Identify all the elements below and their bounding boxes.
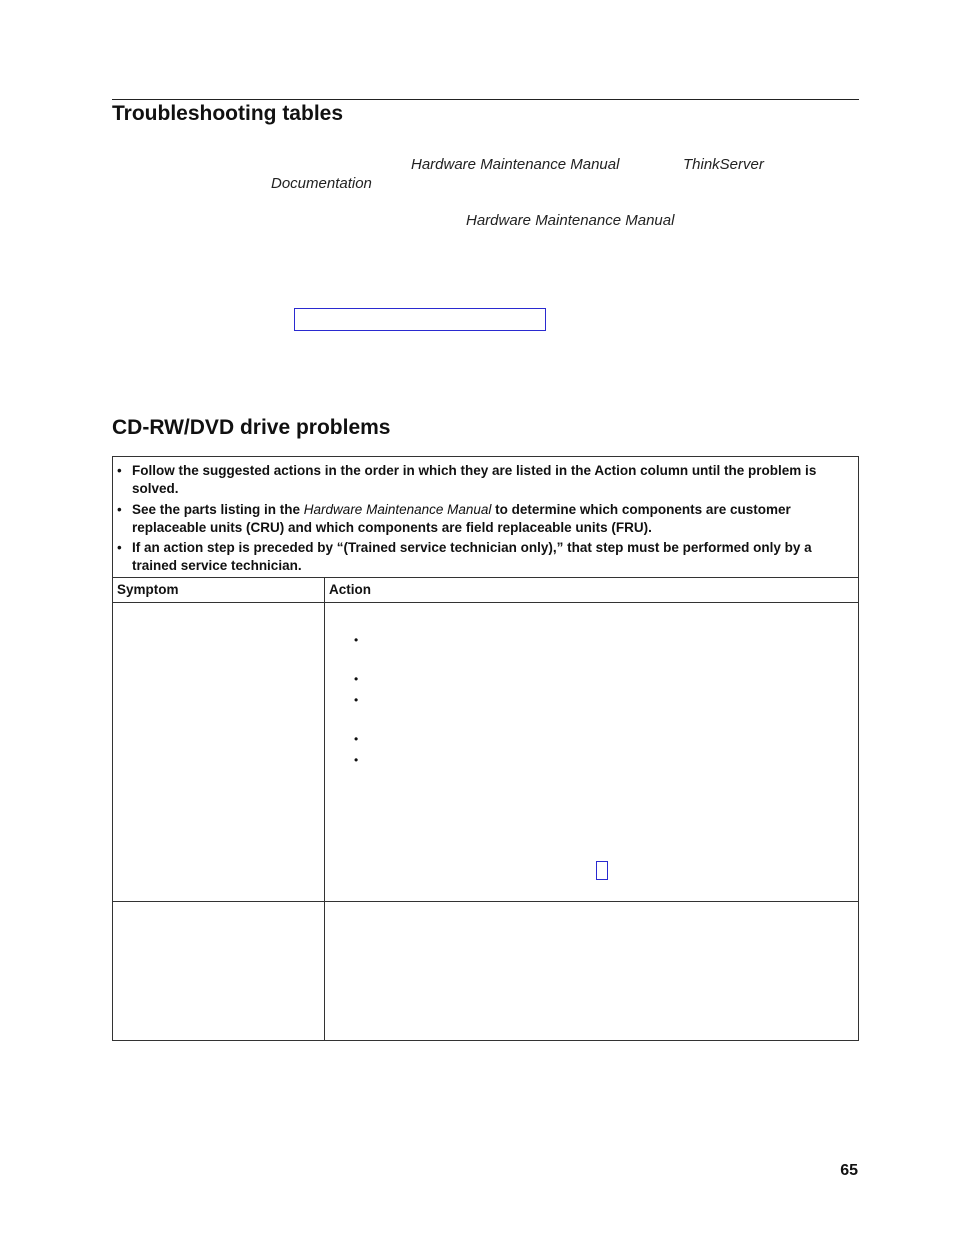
bullet-icon: •: [117, 540, 122, 555]
note-text: If an action step is preceded by “(Trained service technician only),” that step must be performed only by a trained service technician.: [132, 540, 812, 573]
row-divider: [113, 901, 858, 902]
action-bullet-icon: •: [354, 633, 359, 647]
table-notes: [113, 457, 858, 578]
italic-thinkserver: ThinkServer: [683, 156, 764, 173]
link-marker[interactable]: [596, 861, 608, 880]
column-divider: [324, 578, 325, 1040]
page-number: 65: [840, 1162, 858, 1179]
note-item: [117, 462, 852, 497]
note-text-pre: See the parts listing in the: [132, 502, 304, 517]
bullet-icon: •: [117, 463, 122, 478]
action-bullet-icon: •: [354, 732, 359, 746]
italic-hmm-1: Hardware Maintenance Manual: [411, 156, 620, 173]
action-bullet-icon: •: [354, 693, 359, 707]
problems-table: [112, 456, 859, 1041]
note-item: [117, 501, 852, 536]
link-box[interactable]: [294, 308, 546, 331]
action-bullet-icon: •: [354, 672, 359, 686]
section-title-cd-rw-dvd: CD-RW/DVD drive problems: [112, 416, 391, 439]
table-header-row: [113, 578, 858, 603]
action-bullet-icon: •: [354, 753, 359, 767]
italic-hmm-2: Hardware Maintenance Manual: [466, 212, 675, 229]
note-text-italic: Hardware Maintenance Manual: [303, 502, 492, 517]
top-rule: [112, 99, 859, 100]
header-action: Action: [329, 582, 371, 597]
note-text-post: to determine which components are customer replaceable units (CRU) and which components are field replaceable units (FRU).: [132, 502, 791, 535]
note-item: [117, 539, 852, 574]
note-text: Follow the suggested actions in the order in which they are listed in the Action column until the problem is solved.: [132, 463, 817, 496]
section-title-troubleshooting: Troubleshooting tables: [112, 102, 344, 125]
header-symptom: Symptom: [117, 582, 179, 597]
bullet-icon: •: [117, 502, 122, 517]
italic-documentation: Documentation: [271, 175, 372, 192]
